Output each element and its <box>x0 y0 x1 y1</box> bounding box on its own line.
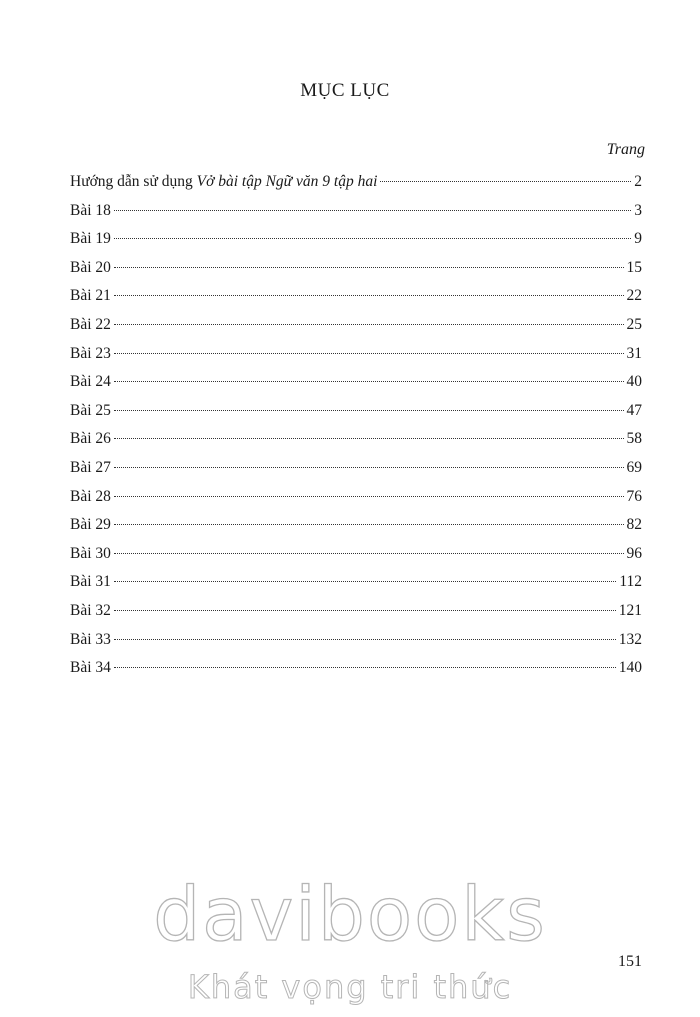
toc-entry-label: Bài 20 <box>70 258 111 276</box>
watermark-slogan: Khát vọng tri thức <box>187 968 513 1006</box>
toc-entry-page: 76 <box>626 487 642 505</box>
toc-entry-page: 96 <box>626 544 642 562</box>
toc-leader-dots <box>114 496 624 497</box>
toc-entry-page: 112 <box>619 573 642 591</box>
toc-entry-label: Bài 18 <box>70 201 111 219</box>
toc-leader-dots <box>114 410 624 411</box>
toc-leader-dots <box>380 181 631 182</box>
toc-entry-page: 2 <box>634 173 642 190</box>
toc-entry-label: Bài 19 <box>70 230 111 248</box>
toc-entry-label: Bài 24 <box>70 373 111 391</box>
toc-entry-page: 31 <box>626 344 642 362</box>
toc-entry-label: Bài 31 <box>70 573 111 591</box>
toc-entry-page: 15 <box>626 258 642 276</box>
toc-leader-dots <box>114 324 624 325</box>
toc-entry[interactable] <box>70 430 642 459</box>
toc-entry-label: Bài 23 <box>70 344 111 362</box>
toc-leader-dots <box>114 667 616 668</box>
toc-entry[interactable] <box>70 402 642 431</box>
toc-leader-dots <box>114 553 624 554</box>
toc-entry-label: Bài 30 <box>70 544 111 562</box>
toc-leader-dots <box>114 639 616 640</box>
toc-entry-label: Bài 29 <box>70 516 111 534</box>
toc-entry-label-book-title: Vở bài tập Ngữ văn 9 tập hai <box>196 173 378 190</box>
toc-entry[interactable] <box>70 287 642 316</box>
toc-entry[interactable] <box>70 545 642 574</box>
toc-entry-intro[interactable] <box>70 173 642 202</box>
toc-leader-dots <box>114 295 624 296</box>
toc-leader-dots <box>114 267 624 268</box>
toc-entry[interactable] <box>70 373 642 402</box>
toc-entry-label: Bài 32 <box>70 601 111 619</box>
page-number: 151 <box>618 953 642 970</box>
toc-entry[interactable] <box>70 459 642 488</box>
toc-entry[interactable] <box>70 345 642 374</box>
toc-entry-label: Bài 25 <box>70 401 111 419</box>
table-of-contents <box>70 173 642 688</box>
toc-leader-dots <box>114 238 631 239</box>
toc-entry[interactable] <box>70 573 642 602</box>
toc-entry[interactable] <box>70 202 642 231</box>
toc-entry-label-prefix: Hướng dẫn sử dụng <box>70 173 197 190</box>
toc-entry-page: 82 <box>626 516 642 534</box>
toc-entry-page: 58 <box>626 430 642 448</box>
toc-leader-dots <box>114 610 616 611</box>
toc-entry-label: Bài 22 <box>70 315 111 333</box>
toc-entry[interactable] <box>70 259 642 288</box>
toc-leader-dots <box>114 467 624 468</box>
toc-entry[interactable] <box>70 516 642 545</box>
toc-entry[interactable] <box>70 631 642 660</box>
toc-entry-page: 22 <box>626 287 642 305</box>
toc-entry-page: 121 <box>618 601 642 619</box>
toc-entry-label <box>70 173 377 191</box>
toc-entry-label: Bài 27 <box>70 458 111 476</box>
toc-leader-dots <box>114 210 631 211</box>
toc-leader-dots <box>114 438 624 439</box>
toc-entry[interactable] <box>70 602 642 631</box>
toc-entry-page: 140 <box>618 659 642 677</box>
toc-entry[interactable] <box>70 316 642 345</box>
toc-entry-label: Bài 26 <box>70 430 111 448</box>
toc-entry-page: 47 <box>626 401 642 419</box>
toc-entry-label: Bài 28 <box>70 487 111 505</box>
toc-entry-page: 3 <box>634 201 642 219</box>
toc-entry-label: Bài 21 <box>70 287 111 305</box>
toc-entry[interactable] <box>70 230 642 259</box>
toc-entry-page: 69 <box>626 458 642 476</box>
toc-leader-dots <box>114 381 624 382</box>
page-column-header: Trang <box>606 141 645 158</box>
toc-entry[interactable] <box>70 488 642 517</box>
toc-leader-dots <box>114 581 616 582</box>
toc-entry-page: 40 <box>626 373 642 391</box>
toc-leader-dots <box>114 353 624 354</box>
toc-list <box>70 202 642 688</box>
watermark-logo: davibooks <box>153 872 547 958</box>
toc-leader-dots <box>114 524 624 525</box>
toc-entry-page: 132 <box>618 630 642 648</box>
toc-entry-page: 25 <box>626 315 642 333</box>
toc-entry-label: Bài 33 <box>70 630 111 648</box>
toc-entry-label: Bài 34 <box>70 659 111 677</box>
page-title: MỤC LỤC <box>300 80 390 101</box>
toc-entry-page: 9 <box>634 230 642 248</box>
toc-entry[interactable] <box>70 659 642 688</box>
